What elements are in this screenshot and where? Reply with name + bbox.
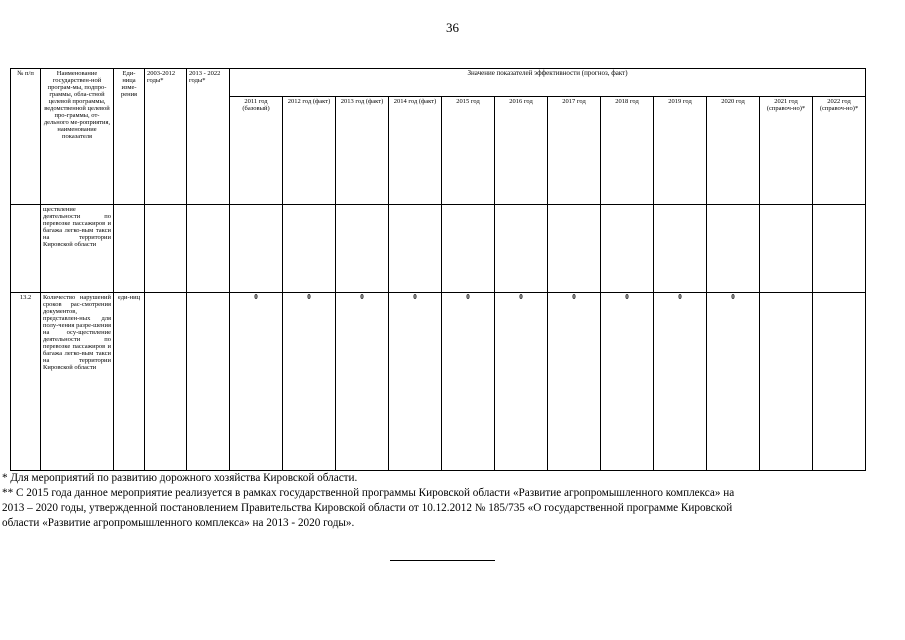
indicator-name: Количество нарушений сроков рас-смотрения документов, представлен-ных для полу-чения разре-шения на осу-ществление деятельности по перевозке пассажиров и багажа легко-вым такси на территории Кировской области: [41, 293, 114, 471]
header-year: 2018 год: [601, 97, 654, 205]
value-cell: [336, 205, 389, 293]
header-unit: Еди-ница изме-рения: [114, 69, 145, 205]
row-number: 13.2: [11, 293, 41, 471]
value-cell: [283, 205, 336, 293]
header-year: 2022 год (справоч-но)*: [813, 97, 866, 205]
value-cell: 0: [283, 293, 336, 471]
footnote-2-line-2: 2013 – 2020 годы, утвержденной постановлением Правительства Кировской области от 10.12.2012 № 185/735 «О государственной программе Кировской: [2, 502, 733, 514]
header-year: 2016 год: [495, 97, 548, 205]
table-row: [11, 205, 866, 293]
period-2013-2022-cell: [187, 205, 230, 293]
value-cell: [760, 293, 813, 471]
period-2003-2012-cell: [145, 205, 187, 293]
header-values-span: Значение показателей эффективности (прогноз, факт): [230, 69, 866, 97]
header-year: 2019 год: [654, 97, 707, 205]
value-cell: [760, 205, 813, 293]
value-cell: 0: [548, 293, 601, 471]
header-num: № п/п: [11, 69, 41, 205]
unit-cell: [114, 205, 145, 293]
header-year: 2011 год (базовый): [230, 97, 283, 205]
value-cell: [230, 205, 283, 293]
header-year: 2020 год: [707, 97, 760, 205]
period-2003-2012-cell: [145, 293, 187, 471]
value-cell: [495, 205, 548, 293]
header-period-2013-2022: 2013 - 2022 годы*: [187, 69, 230, 205]
value-cell: [813, 293, 866, 471]
value-cell: [548, 205, 601, 293]
period-2013-2022-cell: [187, 293, 230, 471]
value-cell: [389, 205, 442, 293]
value-cell: 0: [495, 293, 548, 471]
value-cell: 0: [336, 293, 389, 471]
row-number: [11, 205, 41, 293]
header-period-2003-2012: 2003-2012 годы*: [145, 69, 187, 205]
indicator-name: ществление деятельности по перевозке пассажиров и багажа легко-вым такси на территории Кировской области: [41, 205, 114, 293]
header-year: 2017 год: [548, 97, 601, 205]
page-number: 36: [446, 20, 459, 35]
table-row: [11, 293, 866, 471]
header-year: 2015 год: [442, 97, 495, 205]
value-cell: 0: [601, 293, 654, 471]
value-cell: 0: [707, 293, 760, 471]
footnote-1: * Для мероприятий по развитию дорожного хозяйства Кировской области.: [2, 472, 358, 484]
value-cell: [813, 205, 866, 293]
indicators-table: [10, 68, 866, 471]
header-name: Наименование государствен-ной програм-мы, подпро-граммы, обла-стной целевой программы, ведомственной целевой про-граммы, от-дельного ме-роприятия, наименование показателя: [41, 69, 114, 205]
value-cell: [654, 205, 707, 293]
footnote-2-line-3: области «Развитие агропромышленного комплекса» на 2013 - 2020 годы».: [2, 517, 355, 529]
footnote-2-line-1: ** С 2015 года данное мероприятие реализуется в рамках государственной программы Кировской области «Развитие агропромышленного комплекса» на: [2, 487, 735, 499]
value-cell: 0: [442, 293, 495, 471]
header-year: 2012 год (факт): [283, 97, 336, 205]
value-cell: 0: [654, 293, 707, 471]
value-cell: [601, 205, 654, 293]
value-cell: [442, 205, 495, 293]
header-year: 2021 год (справоч-но)*: [760, 97, 813, 205]
header-row-top: [11, 69, 866, 97]
unit-cell: еди-ниц: [114, 293, 145, 471]
header-year: 2013 год (факт): [336, 97, 389, 205]
value-cell: 0: [230, 293, 283, 471]
header-year: 2014 год (факт): [389, 97, 442, 205]
footer-rule: [390, 560, 495, 561]
value-cell: 0: [389, 293, 442, 471]
value-cell: [707, 205, 760, 293]
